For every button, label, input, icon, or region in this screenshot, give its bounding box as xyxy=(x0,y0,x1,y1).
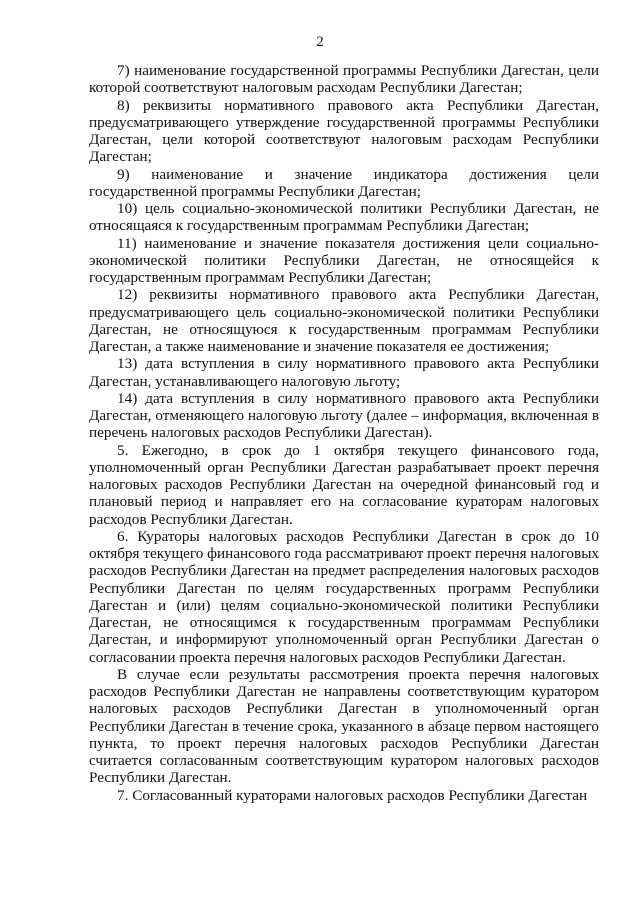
paragraph-item-13: 13) дата вступления в силу нормативного правового акта Республики Дагестан, устанавливающего налоговую льготу; xyxy=(89,355,599,390)
paragraph-item-7: 7) наименование государственной программы Республики Дагестан, цели которой соответствуют налоговым расходам Республики Дагестан; xyxy=(89,62,599,97)
paragraph-item-9: 9) наименование и значение индикатора достижения цели государственной программы Республики Дагестан; xyxy=(89,165,599,200)
paragraph-clause-6: 6. Кураторы налоговых расходов Республики Дагестан в срок до 10 октября текущего финансового года рассматривают проект перечня налоговых расходов Республики Дагестан на предмет распределения налоговых расходов Республики Дагестан по целям государственных программ Республики Дагестан и (или) целям социально-экономической политики Республики Дагестан, не относящимся к государственным программам Республики Дагестан, и информируют уполномоченный орган Республики Дагестан о согласовании проекта перечня налоговых расходов Республики Дагестан. xyxy=(89,527,599,666)
page-number: 2 xyxy=(316,34,324,50)
paragraph-item-11: 11) наименование и значение показателя достижения цели социально-экономической политики Республики Дагестан, не относящейся к государственным программам Республики Дагестан; xyxy=(89,234,599,286)
document-body xyxy=(89,62,599,804)
paragraph-item-10: 10) цель социально-экономической политики Республики Дагестан, не относящаяся к государственным программам Республики Дагестан; xyxy=(89,200,599,235)
paragraph-item-12: 12) реквизиты нормативного правового акта Республики Дагестан, предусматривающего цель социально-экономической политики Республики Дагестан, не относящуюся к государственным программам Республики Дагестан, а также наименование и значение показателя ее достижения; xyxy=(89,286,599,355)
paragraph-clause-5: 5. Ежегодно, в срок до 1 октября текущего финансового года, уполномоченный орган Республики Дагестан разрабатывает проект перечня налоговых расходов Республики Дагестан на очередной финансовый год и плановый период и направляет его на согласование кураторам налоговых расходов Республики Дагестан. xyxy=(89,441,599,528)
paragraph-item-8: 8) реквизиты нормативного правового акта Республики Дагестан, предусматривающего утверждение государственной программы Республики Дагестан, цели которой соответствуют налоговым расходам Республики Дагестан; xyxy=(89,96,599,166)
paragraph-item-14: 14) дата вступления в силу нормативного правового акта Республики Дагестан, отменяющего налоговую льготу (далее – информация, включенная в перечень налоговых расходов Республики Дагестан). xyxy=(89,389,599,442)
paragraph-clause-6-addendum: В случае если результаты рассмотрения проекта перечня налоговых расходов Республики Дагестан не направлены соответствующим куратором налоговых расходов Республики Дагестан в уполномоченный орган Республики Дагестан в течение срока, указанного в абзаце первом настоящего пункта, то проект перечня налоговых расходов Республики Дагестан считается согласованным соответствующим куратором налоговых расходов Республики Дагестан. xyxy=(89,665,599,787)
paragraph-clause-7: 7. Согласованный кураторами налоговых расходов Республики Дагестан xyxy=(117,786,588,804)
